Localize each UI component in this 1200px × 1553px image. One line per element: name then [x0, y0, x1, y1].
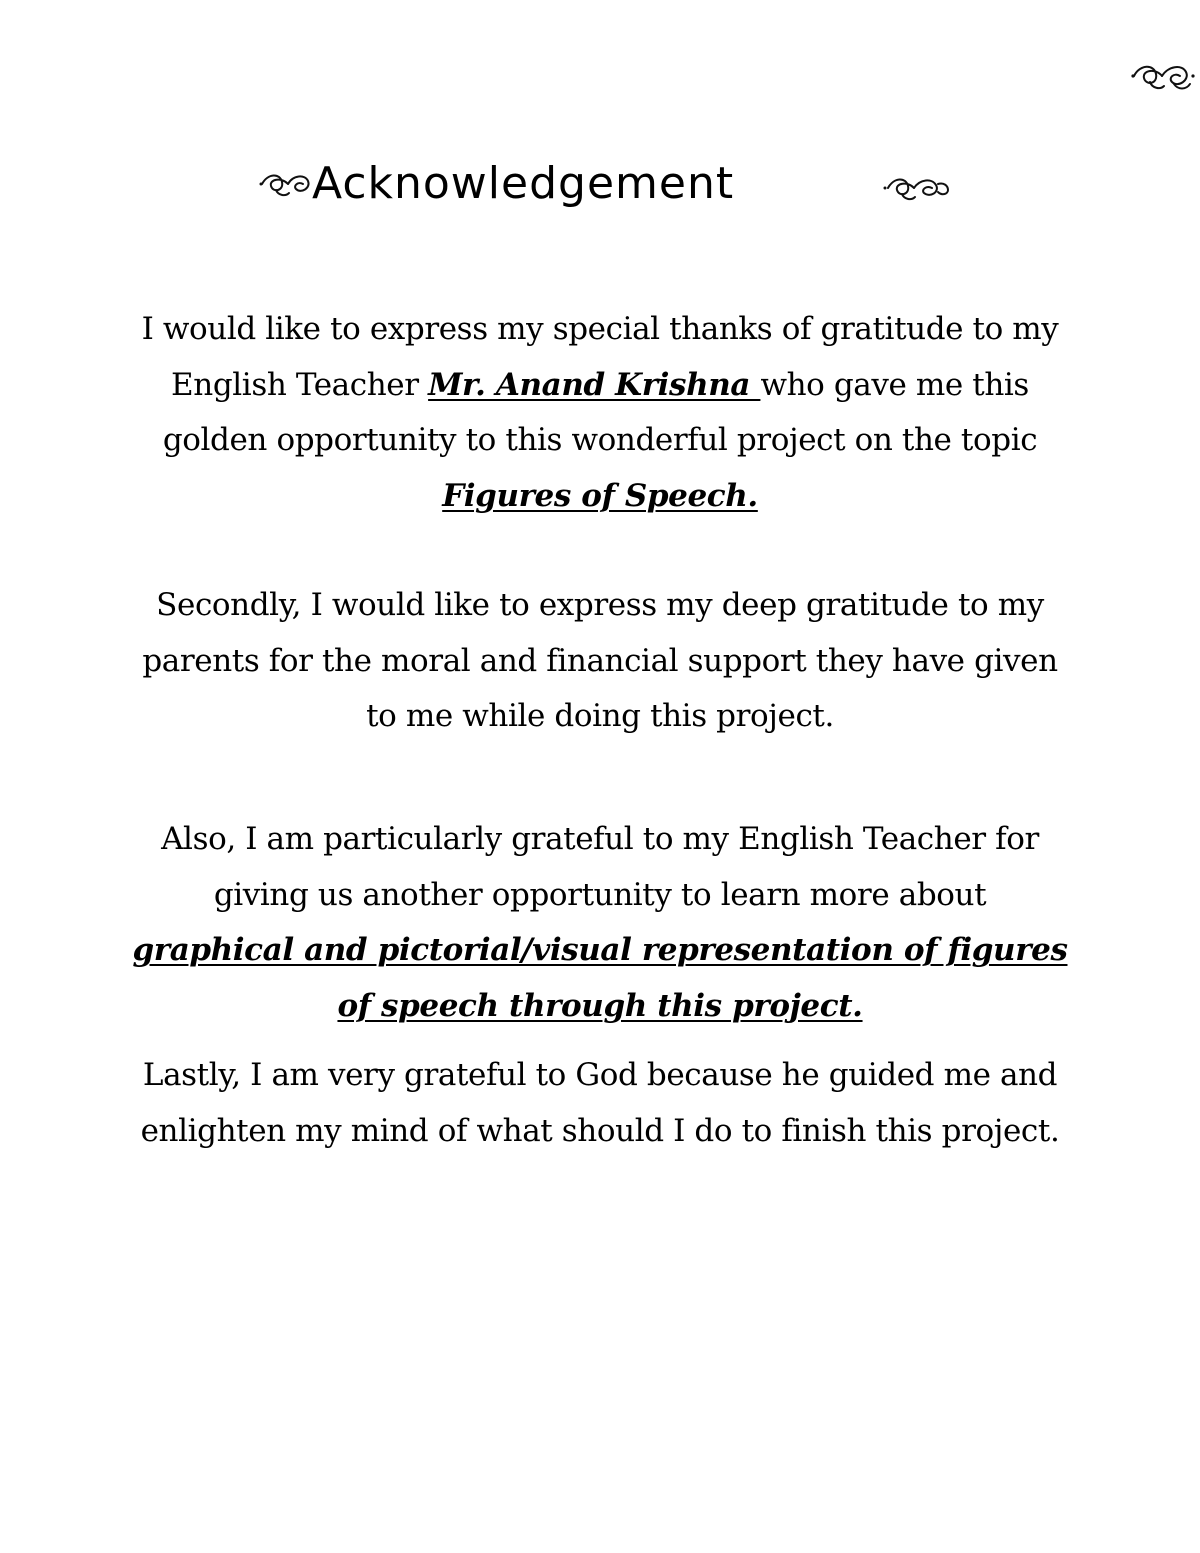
- flourish-ornament-title-left-icon: [258, 168, 316, 200]
- paragraph-thanks-opportunity: [130, 812, 1070, 1034]
- paragraph-thanks-teacher: [130, 302, 1070, 524]
- flourish-ornament-title-right-icon: [882, 172, 952, 204]
- paragraph-text: who gave me this golden opportunity to this wonderful project on the topic: [162, 366, 1038, 458]
- project-topic: Figures of Speech.: [442, 477, 758, 514]
- flourish-ornament-corner-icon: [1130, 58, 1196, 94]
- teacher-name: Mr. Anand Krishna: [428, 366, 761, 403]
- page-title: Acknowledgement: [312, 158, 735, 209]
- paragraph-text: Also, I am particularly grateful to my English Teacher for giving us another opportunity to learn more about: [161, 821, 1039, 913]
- paragraph-text: I would like to express my special thanks of gratitude to my English Teacher: [141, 311, 1059, 403]
- paragraph-thanks-parents: Secondly, I would like to express my deep gratitude to my parents for the moral and financial support they have given to me while doing this project.: [142, 587, 1058, 734]
- project-description: graphical and pictorial/visual representation of figures of speech through this project.: [132, 932, 1068, 1024]
- paragraph-thanks-god: Lastly, I am very grateful to God because he guided me and enlighten my mind of what should I do to finish this project.: [140, 1057, 1060, 1149]
